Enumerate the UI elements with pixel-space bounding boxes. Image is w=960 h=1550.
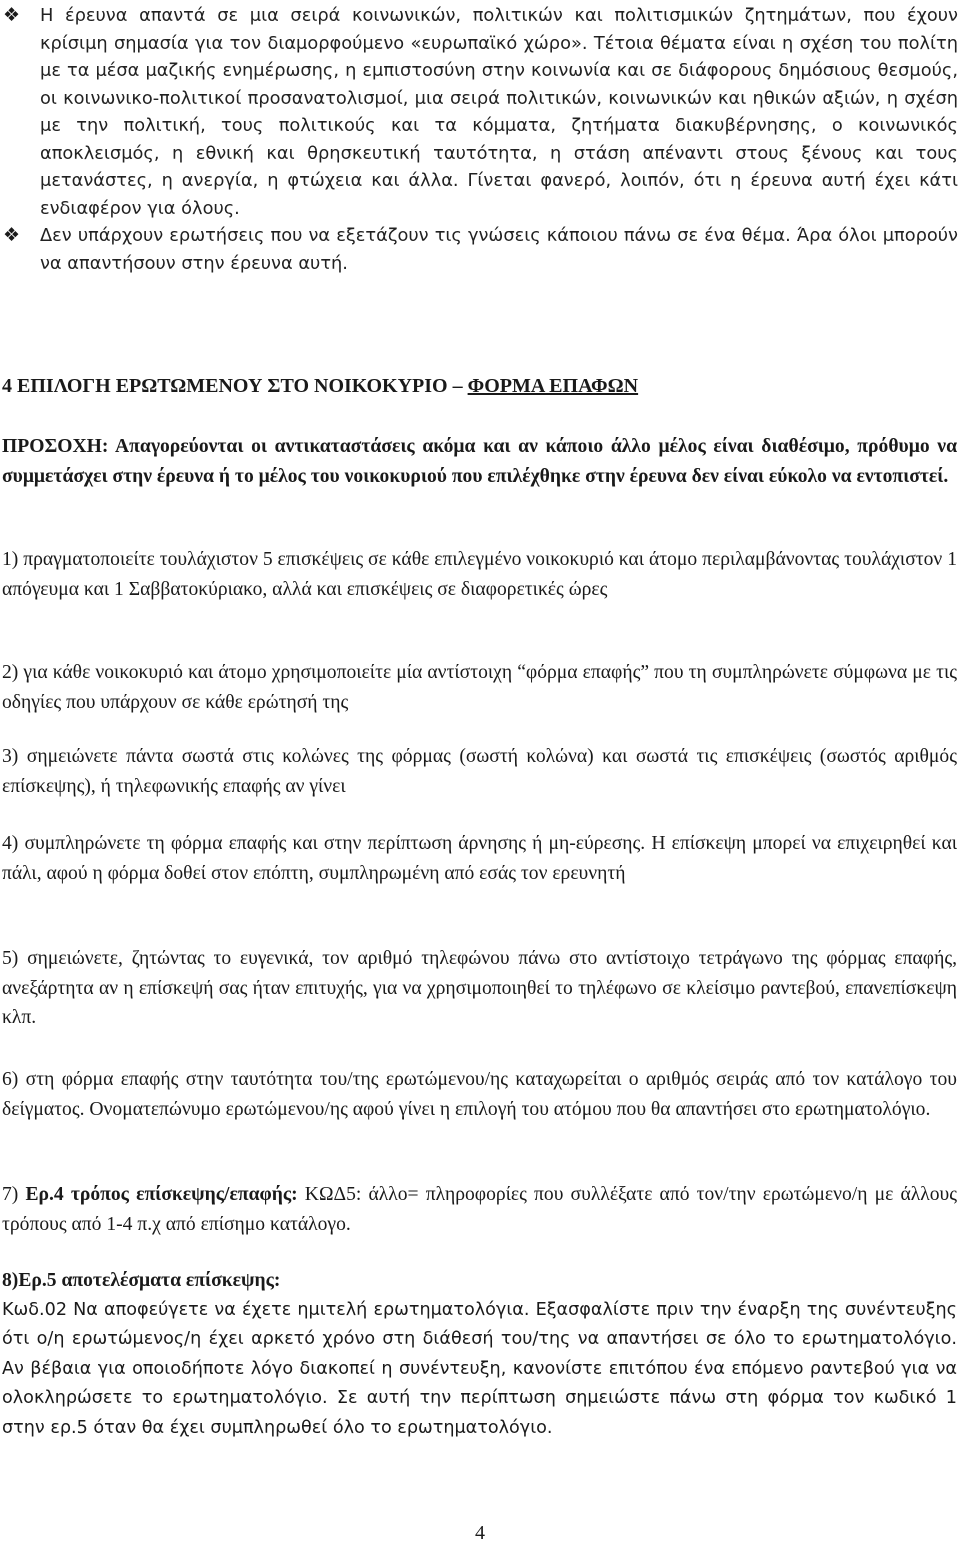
diamond-bullet-icon: ❖ <box>3 4 21 26</box>
bullet-item <box>0 222 960 277</box>
bullet-text: Η έρευνα απαντά σε μια σειρά κοινωνικών, πολιτικών και πολιτισμικών ζητημάτων, που έχουν κρίσιμη σημασία για τον διαμορφούμενο «ευρωπαϊκό χώρο». Τέτοια θέματα είναι η σχέση του πολίτη με τα μέσα μαζικής ενημέρωσης, η εμπιστοσύνη στην κοινωνία και σε διάφορους δημόσιους θεσμούς, οι κοινωνικο-πολιτικοί προσανατολισμοί, μια σειρά πολιτικών, κοινωνικών και ηθικών αξιών, η σχέση με την πολιτική, τους πολιτικούς και τα κόμματα, ζητήματα διακυβέρνησης, ο κοινωνικός αποκλεισμός, η εθνική και θρησκευτική ταυτότητα, η στάση απέναντι στους ξένους και τους μετανάστες, η ανεργία, η φτώχεια και άλλα. Γίνεται φανερό, λοιπόν, ότι η έρευνα αυτή έχει κάτι ενδιαφέρον για όλους. <box>40 5 958 219</box>
bullet-list <box>0 2 960 277</box>
instruction-2: 2) για κάθε νοικοκυριό και άτομο χρησιμοποιείτε μία αντίστοιχη “φόρμα επαφής” που τη συμπληρώνετε σύμφωνα με τις οδηγίες που υπάρχουν σε κάθε ερώτησή της <box>2 662 957 713</box>
instruction-1: 1) πραγματοποιείτε τουλάχιστον 5 επισκέψεις σε κάθε επιλεγμένο νοικοκυριό και άτομο περιλαμβάνοντας τουλάχιστον 1 απόγευμα και 1 Σαββατοκύριακο, αλλά και επισκέψεις σε διαφορετικές ώρες <box>2 549 957 600</box>
instruction-7-text: ΚΩΔ5: άλλο= πληροφορίες που συλλέξατε από τον/την ερωτώμενο/η με άλλους τρόπους από 1-4 π.χ από επίσημο κατάλογο. <box>2 1184 957 1235</box>
instruction-8-text: Κωδ.02 Να αποφεύγετε να έχετε ημιτελή ερωτηματολόγια. Εξασφαλίστε πριν την έναρξη της συνέντευξης ότι ο/η ερωτώμενος/η έχει αρκετό χρόνο στη διάθεσή του/της να απαντήσει σε όλο το ερωτηματολόγιο. Αν βέβαια για οποιοδήποτε λόγο διακοπεί η συνέντευξη, κανονίστε επιτόπου ένα επόμενο ραντεβού για να ολοκληρώσετε το ερωτηματολόγιο. Σε αυτή την περίπτωση σημειώστε πάνω στη φόρμα τον κωδικό 1 στην ερ.5 όταν θα έχει συμπληρωθεί όλο το ερωτηματολόγιο. <box>2 1299 957 1438</box>
warning-notice: ΠΡΟΣΟΧΗ: Απαγορεύονται οι αντικαταστάσεις ακόμα και αν κάποιο άλλο μέλος είναι διαθέσιμο, πρόθυμο να συμμετάσχει στην έρευνα ή το μέλος του νοικοκυριού που επιλέχθηκε στην έρευνα δεν είναι εύκολο να εντοπιστεί. <box>2 436 957 487</box>
bullet-text: Δεν υπάρχουν ερωτήσεις που να εξετάζουν τις γνώσεις κάποιου πάνω σε ένα θέμα. Άρα όλοι μπορούν να απαντήσουν στην έρευνα αυτή. <box>40 225 958 274</box>
instruction-8 <box>2 1266 957 1443</box>
instruction-6: 6) στη φόρμα επαφής στην ταυτότητα του/της ερωτώμενου/ης καταχωρείται ο αριθμός σειράς από τον κατάλογο του δείγματος. Ονοματεπώνυμο ερωτώμενου/ης αφού γίνει η επιλογή του ατόμου που θα απαντήσει στο ερωτηματολόγιο. <box>2 1069 957 1120</box>
instruction-8-label: 8)Ερ.5 αποτελέσματα επίσκεψης: <box>2 1270 281 1291</box>
heading-separator: – <box>447 375 468 397</box>
diamond-bullet-icon: ❖ <box>3 224 21 246</box>
heading-prefix: 4 ΕΠΙΛΟΓΗ ΕΡΩΤΩΜΕΝΟΥ ΣΤΟ ΝΟΙΚΟΚΥΡΙΟ <box>2 375 448 397</box>
section-heading <box>2 375 957 398</box>
instruction-7-label: Ερ.4 τρόπος επίσκεψης/επαφής: <box>25 1184 298 1205</box>
instruction-7 <box>2 1180 957 1239</box>
instruction-7-prefix: 7) <box>2 1184 26 1205</box>
instruction-4: 4) συμπληρώνετε τη φόρμα επαφής και στην περίπτωση άρνησης ή μη-εύρεσης. Η επίσκεψη μπορεί να επιχειρηθεί και πάλι, αφού η φόρμα δοθεί στον επόπτη, συμπληρωμένη από εσάς τον ερευνητή <box>2 833 957 884</box>
instruction-5: 5) σημειώνετε, ζητώντας το ευγενικά, τον αριθμό τηλεφώνου πάνω στο αντίστοιχο τετράγωνο της φόρμας επαφής, ανεξάρτητα αν η επίσκεψή σας ήταν επιτυχής, για να χρησιμοποιηθεί το τηλέφωνο σε κλείσιμο ραντεβού, επανεπίσκεψη κλπ. <box>2 948 957 1028</box>
instruction-3: 3) σημειώνετε πάντα σωστά στις κολώνες της φόρμας (σωστή κολώνα) και σωστά τις επισκέψεις (σωστός αριθμός επίσκεψης), ή τηλεφωνικής επαφής αν γίνει <box>2 746 957 797</box>
bullet-item <box>0 2 960 222</box>
page-number: 4 <box>475 1522 485 1544</box>
heading-underlined: ΦΟΡΜΑ ΕΠΑΦΩΝ <box>467 375 639 397</box>
